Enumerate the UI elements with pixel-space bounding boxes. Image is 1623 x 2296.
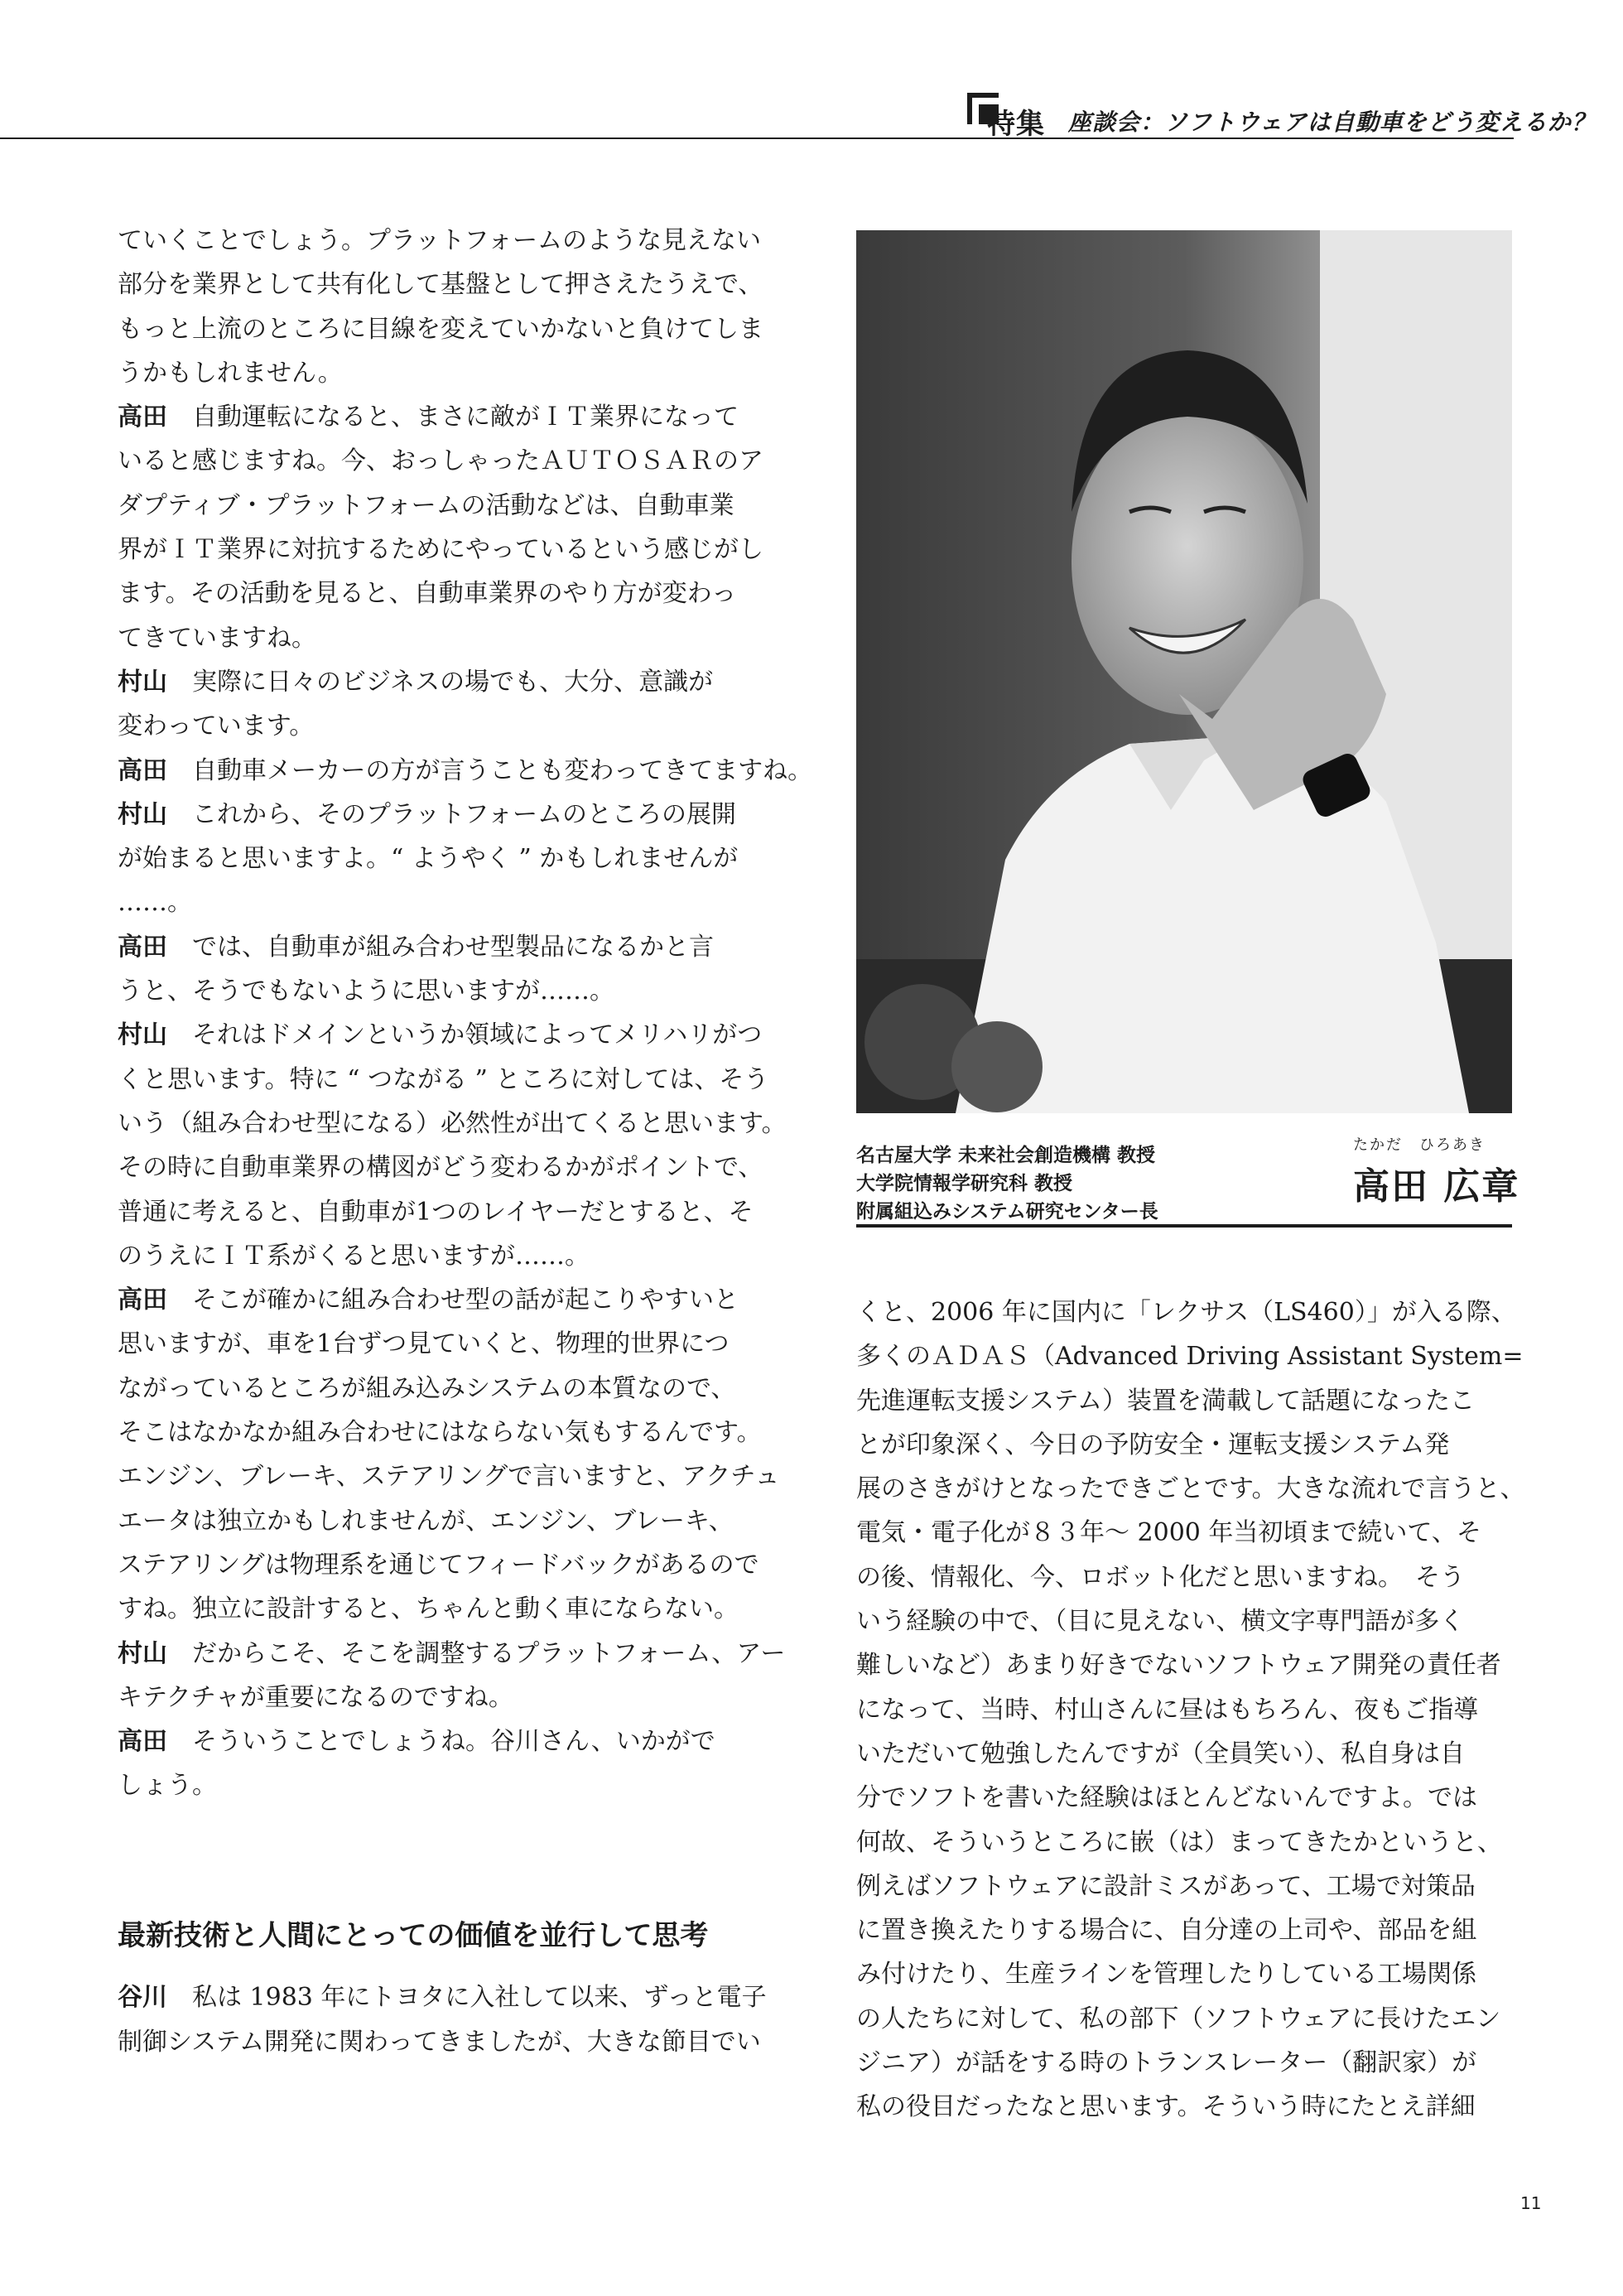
line-text: ダプティブ・プラットフォームの活動などは、自動車業 <box>118 490 734 520</box>
text-line: 例えばソフトウェアに設計ミスがあって、工場で対策品 <box>856 1871 1476 1901</box>
text-line: の人たちに対して、私の部下（ソフトウェアに長けたエン <box>856 2004 1501 2033</box>
speaker-name: 高田 <box>118 755 167 785</box>
text-line <box>118 1975 772 2019</box>
page-number: 11 <box>1520 2193 1542 2213</box>
text-line <box>118 395 772 439</box>
speaker-name: 村山 <box>118 1638 167 1668</box>
text-line <box>118 439 772 483</box>
text-line <box>118 793 772 837</box>
line-text: のうえにＩＴ系がくると思いますが……。 <box>118 1241 590 1271</box>
speaker-name: 谷川 <box>118 1983 167 2013</box>
text-line <box>118 1499 772 1543</box>
speaker-name: 高田 <box>118 403 167 432</box>
text-line <box>118 704 772 748</box>
spacer <box>118 1808 772 1852</box>
text-line: 難しいなど）あまり好きでないソフトウェア開発の責任者 <box>856 1651 1501 1681</box>
line-text: うと、そうでもないように思いますが……。 <box>118 977 614 1006</box>
line-text: 変わっています。 <box>118 711 315 741</box>
caption-affiliation: 大学院情報学研究科 教授 <box>856 1173 1073 1194</box>
text-line <box>118 969 772 1013</box>
text-line: の後、情報化、今、ロボット化だと思いますね。 そう <box>856 1562 1465 1592</box>
text-line <box>118 1190 772 1234</box>
line-text: だからこそ、そこを調整するプラットフォーム、アー <box>192 1638 786 1668</box>
line-text: エータは独立かもしれませんが、エンジン、ブレーキ、 <box>118 1506 734 1536</box>
text-line: 多くのＡＤＡＳ（Advanced Driving Assistant System= <box>856 1342 1524 1372</box>
text-line: に置き換えたりする場合に、自分達の上司や、部品を組 <box>856 1916 1477 1946</box>
text-line <box>118 528 772 572</box>
speaker-name: 高田 <box>118 1285 167 1315</box>
line-text: 界がＩＴ業界に対抗するためにやっているという感じがし <box>118 535 763 565</box>
line-text: くと思います。特に “ つながる ” ところに対しては、そう <box>118 1064 769 1094</box>
line-text: ……。 <box>118 888 192 918</box>
text-line <box>118 660 772 704</box>
text-line <box>118 1278 772 1322</box>
text-line <box>118 616 772 660</box>
line-text: 実際に日々のビジネスの場でも、大分、意識が <box>192 667 714 697</box>
speaker-name: 高田 <box>118 932 167 962</box>
line-text: 思いますが、車を1台ずつ見ていくと、物理的世界につ <box>118 1329 730 1359</box>
text-line: とが印象深く、今日の予防安全・運転支援システム発 <box>856 1430 1450 1459</box>
text-line: いただいて勉強したんですが（全員笑い）、私自身は自 <box>856 1739 1465 1768</box>
text-line: 展のさきがけとなったできごとです。大きな流れで言うと、 <box>856 1474 1525 1504</box>
caption-affiliation: 名古屋大学 未来社会創造機構 教授 <box>856 1145 1156 1166</box>
text-line <box>118 1676 772 1720</box>
header-title: 座談会：ソフトウェアは自動車をどう変えるか？ <box>1068 109 1596 136</box>
left-column <box>118 219 813 2064</box>
text-line: ジニア）が話をする時のトランスレーター（翻訳家）が <box>856 2048 1477 2078</box>
section-heading: 最新技術と人間にとっての価値を並行して思考 <box>118 1919 709 1953</box>
line-text: 私は 1983 年にトヨタに入社して以来、ずっと電子 <box>192 1983 767 2013</box>
header-rule <box>0 137 1514 139</box>
speaker-name: 村山 <box>118 1020 167 1050</box>
caption-affiliation: 附属組込みシステム研究センター長 <box>856 1201 1158 1223</box>
text-line <box>118 484 772 528</box>
text-line <box>118 1013 772 1057</box>
line-text: 制御システム開発に関わってきましたが、大きな節目でい <box>118 2027 761 2057</box>
text-line <box>118 880 772 924</box>
text-line: 電気・電子化が８３年～ 2000 年当初頃まで続いて、そ <box>856 1518 1481 1548</box>
line-text: が始まると思いますよ。“ ようやく ” かもしれませんが <box>118 844 739 874</box>
text-line <box>118 307 772 351</box>
line-text: そこが確かに組み合わせ型の話が起こりやすいと <box>192 1285 739 1315</box>
line-text: ていくことでしょう。プラットフォームのような見えない <box>118 226 761 255</box>
text-line <box>118 1102 787 1146</box>
text-line <box>118 1058 772 1102</box>
line-text: その時に自動車業界の構図がどう変わるかがポイントで、 <box>118 1153 763 1183</box>
text-line <box>118 1587 772 1631</box>
caption-rule <box>856 1224 1512 1228</box>
text-line <box>118 351 772 395</box>
line-text: しょう。 <box>118 1771 217 1801</box>
line-text: もっと上流のところに目線を変えていかないと負けてしま <box>118 314 763 344</box>
line-text: すね。独立に設計すると、ちゃんと動く車にならない。 <box>118 1594 739 1624</box>
line-text: うかもしれません。 <box>118 358 343 388</box>
text-line: くと、2006 年に国内に「レクサス（LS460）」が入る際、 <box>856 1298 1516 1327</box>
text-line <box>118 2020 772 2064</box>
text-line <box>118 837 772 880</box>
text-line <box>118 1234 772 1278</box>
line-text: いると感じますね。今、おっしゃったＡＵＴＯＳＡＲのア <box>118 446 763 476</box>
text-line <box>118 1543 772 1587</box>
text-line <box>118 219 772 263</box>
text-line: み付けたり、生産ラインを管理したりしている工場関係 <box>856 1960 1477 1990</box>
line-text: 自動運転になると、まさに敵がＩＴ業界になって <box>192 403 739 432</box>
line-text: ながっているところが組み込みシステムの本質なので、 <box>118 1373 736 1403</box>
spacer <box>118 1852 772 1896</box>
text-line: 先進運転支援システム）装置を満載して話題になったこ <box>856 1386 1475 1416</box>
person-name: 高田 広章 <box>1353 1165 1520 1208</box>
text-line: 私の役目だったなと思います。そういう時にたとえ詳細 <box>856 2092 1476 2122</box>
portrait-photo <box>856 230 1512 1113</box>
line-text: ます。その活動を見ると、自動車業界のやり方が変わっ <box>118 579 737 609</box>
line-text: ステアリングは物理系を通じてフィードバックがあるので <box>118 1550 759 1580</box>
text-line <box>118 1146 772 1189</box>
text-line <box>118 1763 772 1807</box>
text-line: 分でソフトを書いた経験はほとんどないんですよ。では <box>856 1783 1477 1813</box>
line-text: 部分を業界として共有化して基盤として押さえたうえで、 <box>118 270 763 300</box>
text-line <box>118 572 772 615</box>
text-line <box>118 1454 780 1498</box>
line-text: いう（組み合わせ型になる）必然性が出てくると思います。 <box>118 1108 787 1138</box>
line-text: 自動車メーカーの方が言うことも変わってきてますね。 <box>192 755 813 785</box>
speaker-name: 村山 <box>118 667 167 697</box>
line-text: それはドメインというか領域によってメリハリがつ <box>192 1020 763 1050</box>
line-text: そういうことでしょうね。谷川さん、いかがで <box>192 1727 715 1757</box>
line-text: エンジン、ブレーキ、ステアリングで言いますと、アクチュ <box>118 1462 780 1492</box>
text-line <box>118 1411 772 1454</box>
text-line <box>118 263 772 306</box>
line-text: これから、そのプラットフォームのところの展開 <box>192 799 736 829</box>
speaker-name: 村山 <box>118 799 167 829</box>
header-tag: 特集 <box>987 108 1045 141</box>
text-line <box>118 1322 772 1366</box>
text-line: になって、当時、村山さんに昼はもちろん、夜もご指導 <box>856 1695 1479 1724</box>
line-text: キテクチャが重要になるのですね。 <box>118 1682 513 1712</box>
text-line <box>118 1367 772 1411</box>
text-line <box>118 925 772 969</box>
text-line: 何故、そういうところに嵌（は）まってきたかというと、 <box>856 1827 1502 1857</box>
text-line <box>118 749 813 793</box>
line-text: 普通に考えると、自動車が1つのレイヤーだとすると、そ <box>118 1197 754 1227</box>
text-line <box>118 1632 786 1676</box>
right-column <box>856 1290 1525 2130</box>
text-line <box>118 1720 772 1763</box>
line-text: そこはなかなか組み合わせにはならない気もするんです。 <box>118 1418 762 1448</box>
line-text: では、自動車が組み合わせ型製品になるかと言 <box>192 932 714 962</box>
photo-caption <box>856 1133 1520 1226</box>
name-reading: たかだ ひろあき <box>1353 1136 1486 1154</box>
speaker-name: 高田 <box>118 1727 167 1757</box>
text-line: いう経験の中で、（目に見えない、横文字専門語が多く <box>856 1607 1465 1637</box>
line-text: てきていますね。 <box>118 623 316 653</box>
